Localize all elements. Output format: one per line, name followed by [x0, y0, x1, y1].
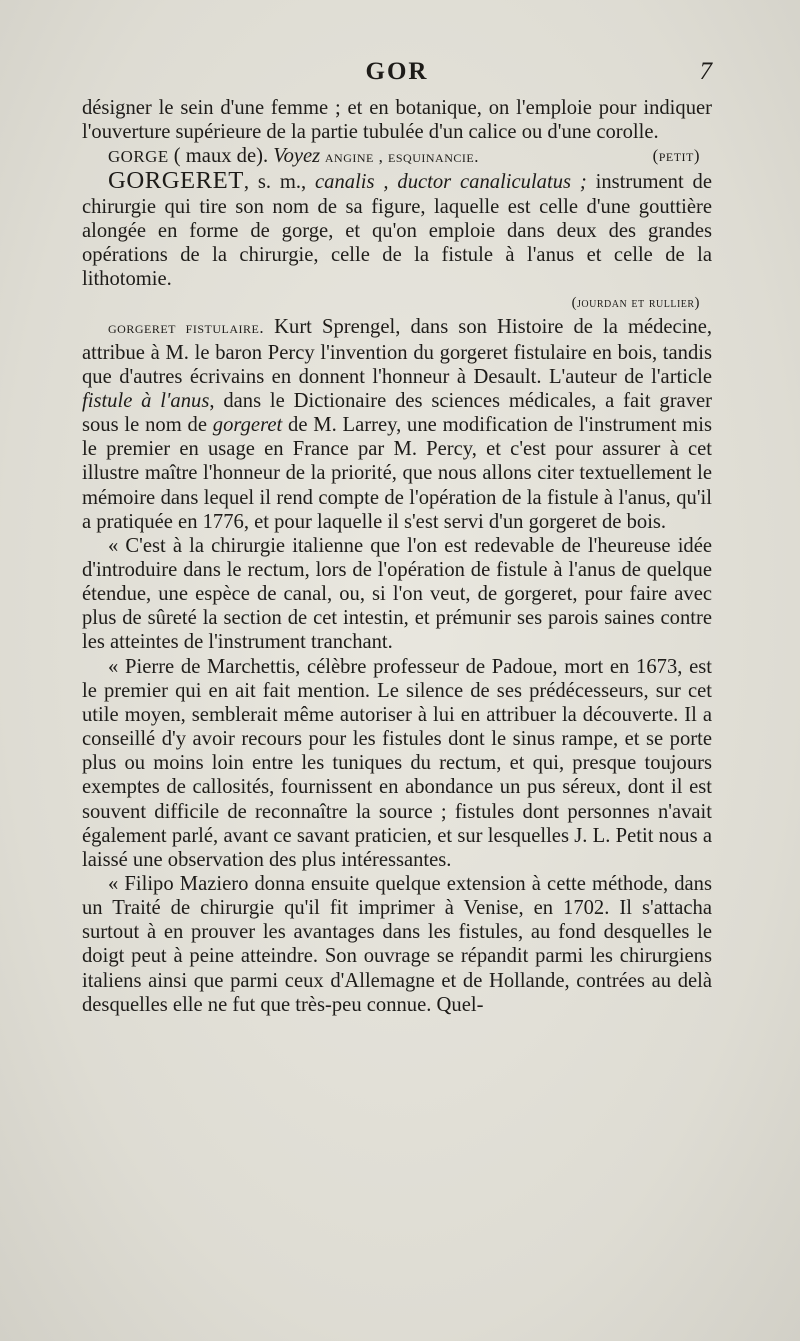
paragraph-gorge-definition: désigner le sein d'une femme ; et en botanique, on l'emploie pour indiquer l'ouverture supérieure de la partie tubulée d'un calice ou d'une corolle. [82, 97, 712, 144]
entry-gorgeret-fistulaire [82, 315, 712, 533]
entry-pos: , s. m., [243, 171, 316, 194]
quote-paragraph: « Pierre de Marchettis, célèbre professeur de Padoue, mort en 1673, est le premier qui en ait fait mention. Le silence de ses prédécesseurs, sur cet utile moyen, semblerait même autoriser à lui en attribuer la découverte. Il a conseillé d'y avoir recours pour les fistules dont le sinus rampe, et se porte plus ou moins loin entre les tuniques du rectum, et qui, presque toujours exemptes de callosités, fournissent en abondance un pus séreux, dont il est souvent difficile de reconnaître la source ; fistules dont personnes n'avait également parlé, avant ce savant praticien, et sur lesquelles J. L. Petit nous a laissé une observation des plus intéressantes. [82, 655, 712, 871]
italic-reference: fistule à l'anus [82, 389, 210, 412]
cross-reference: Voyez [273, 145, 321, 168]
page-body [82, 96, 712, 1017]
latin-terms: canalis , ductor canaliculatus ; [315, 171, 587, 194]
page-header [82, 58, 712, 98]
entry-term: gorgeret fistulaire. [108, 318, 265, 338]
quote-paragraph: « C'est à la chirurgie italienne que l'on est redevable de l'heureuse idée d'introduire dans le rectum, lors de l'opération de fistule à l'anus de quelque étendue, une espèce de canal, ou, si l'on veut, de gorgeret, pour faire avec plus de sûreté la section de cet intestin, et prémunir ses parois saines contre les atteintes de l'instrument tranchant. [82, 534, 712, 654]
entry-text: Kurt Sprengel, dans son Histoire de la médecine, attribue à M. le baron Percy l'invention du gorgeret fistulaire en bois, tandis que d'autres écrivains en donnent l'honneur à Desault. L'auteur de l'article [82, 316, 712, 388]
entry-gorgeret [82, 169, 712, 291]
entry-text: instrument de chirurgie qui tire son nom de sa figure, laquelle est celle d'une gouttière alongée en forme de gorge, et qu'on emploie dans deux des grandes opérations de la chirurgie, celle de la fistule à l'anus et celle de la lithotomie. [82, 171, 712, 291]
entry-gorge-maux [82, 144, 712, 169]
entry-text: ( maux de). [168, 145, 274, 168]
entry-signature: (jourdan et rullier) [571, 295, 700, 312]
entry-text: de M. Larrey, une modification de l'instrument mis le premier en usage en France par M. Percy, et c'est pour assurer à cet illustre maître l'honneur de la priorité, que nous allons citer textuellement le mémoire dans lequel il rend compte de l'opération de la fistule à l'anus, qu'il a pratiquée en 1776, et pour laquelle il s'est servi d'un gorgeret de bois. [82, 414, 712, 533]
italic-reference: gorgeret [212, 414, 283, 437]
entry-term: GORGERET [108, 167, 244, 195]
entry-author: (petit) [652, 146, 700, 166]
entry-text: , dans le Dictionaire des sciences médicales, a fait graver sous le nom de [82, 389, 712, 437]
quote-paragraph: « Filipo Maziero donna ensuite quelque extension à cette méthode, dans un Traité de chirurgie qu'il fit imprimer à Venise, en 1702. Il s'attacha surtout à en prouver les avantages dans les fistules, au fond desquelles le doigt peut à peine atteindre. Son ouvrage se répandit parmi les chirurgiens italiens ainsi que parmi ceux d'Allemagne et de Hollande, contrées au delà desquelles elle ne fut que très-peu connue. Quel- [82, 873, 712, 1016]
entry-references: angine , esquinancie. [320, 147, 479, 167]
entry-term: GORGE [108, 147, 169, 167]
running-head: GOR [365, 58, 429, 85]
page-number: 7 [699, 58, 712, 85]
